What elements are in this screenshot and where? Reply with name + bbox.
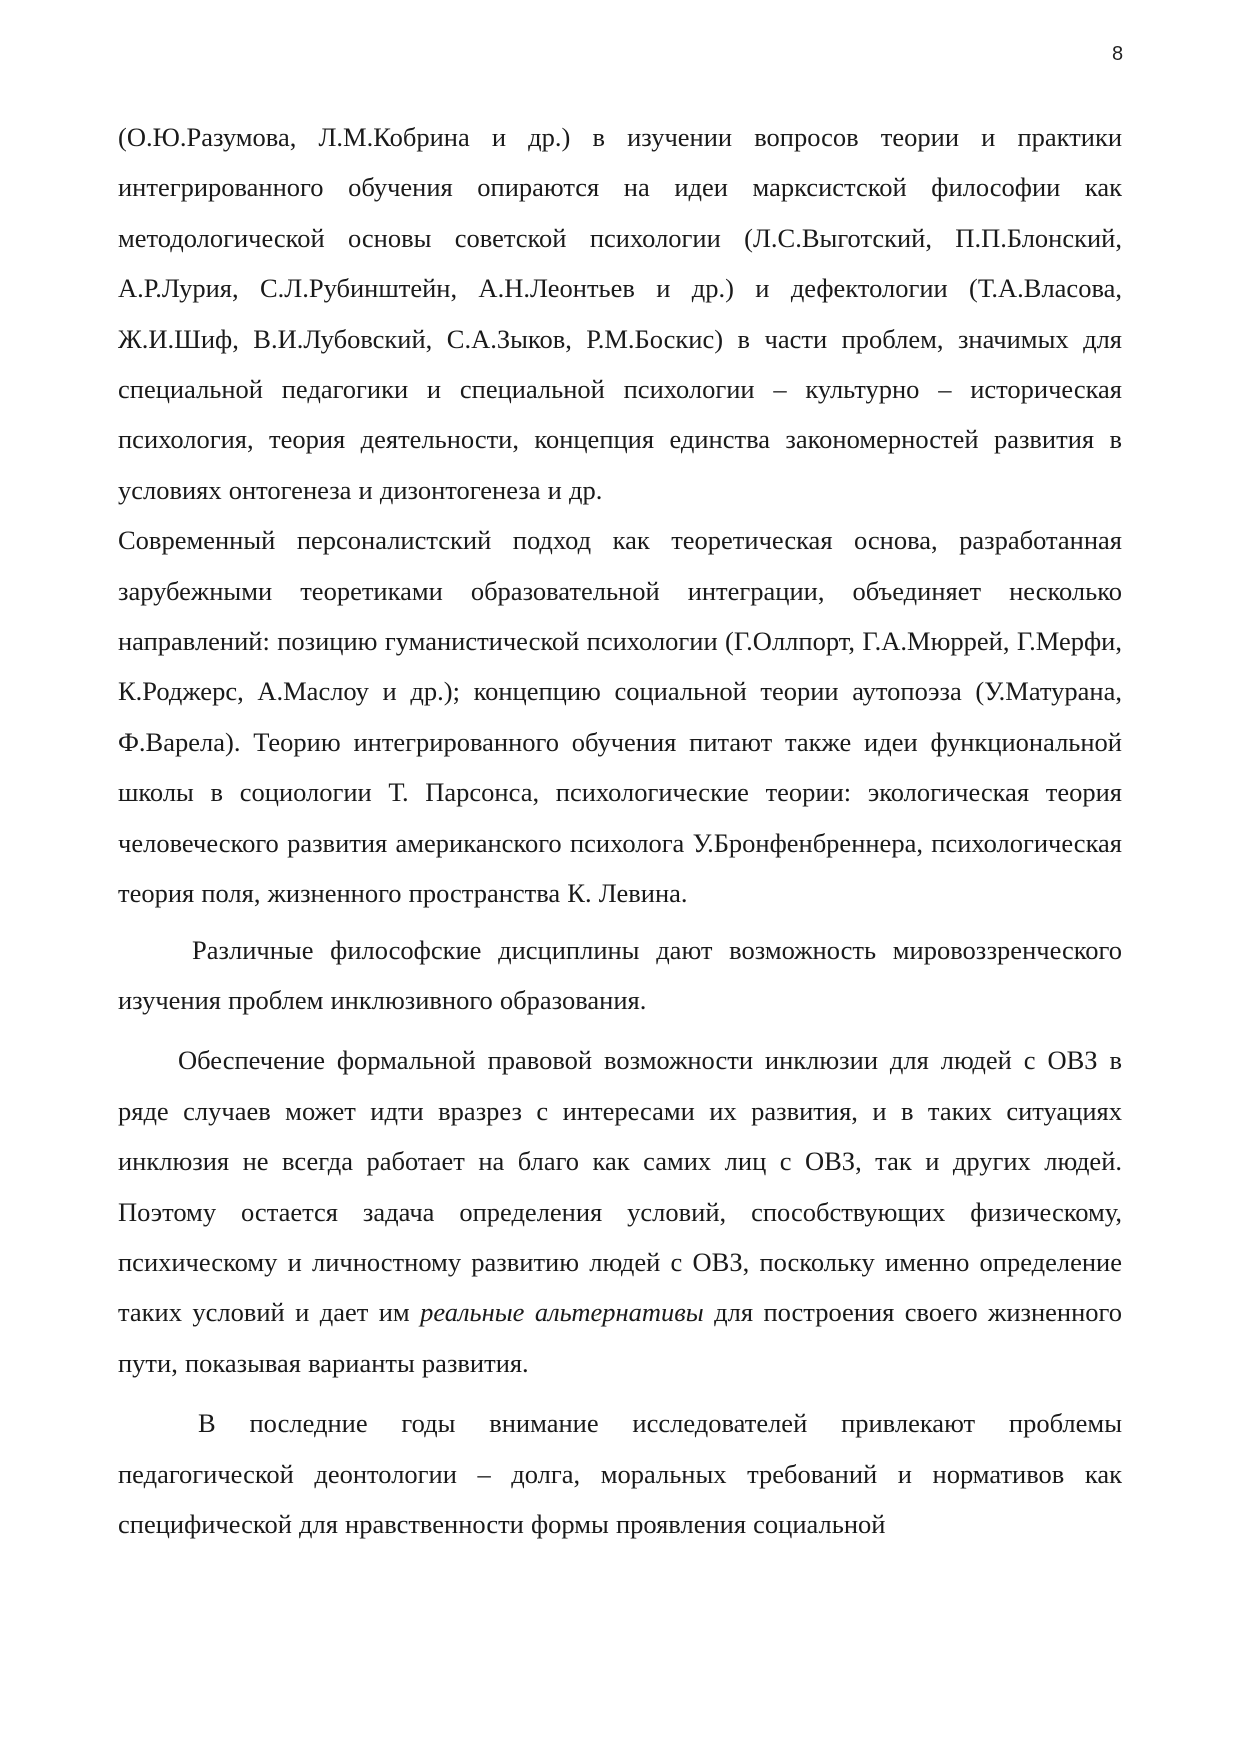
paragraph-1: (О.Ю.Разумова, Л.М.Кобрина и др.) в изучении вопросов теории и практики интегрированного обучения опираются на идеи марксистской философии как методологической основы советской психологии (Л.С.Выготский, П.П.Блонский, А.Р.Лурия, С.Л.Рубинштейн, А.Н.Леонтьев и др.) и дефектологии (Т.А.Власова, Ж.И.Шиф, В.И.Лубовский, С.А.Зыков, Р.М.Боскис) в части проблем, значимых для специальной педагогики и специальной психологии – культурно – историческая психология, теория деятельности, концепция единства закономерностей развития в условиях онтогенеза и дизонтогенеза и др. — [118, 122, 1122, 505]
paragraph-5: В последние годы внимание исследователей привлекают проблемы педагогической деонтологии – долга, моральных требований и нормативов как специфической для нравственности формы проявления социальной — [118, 1408, 1122, 1539]
page-number: 8 — [1112, 43, 1124, 65]
page-body — [118, 112, 1122, 1549]
paragraph-4-text-end: для построения своего жизненного пути, показывая варианты развития. — [118, 1297, 1123, 1378]
paragraph-3: Различные философские дисциплины дают возможность мировоззренческого изучения проблем инклюзивного образования. — [118, 934, 1122, 1015]
paragraph-2: Современный персоналистский подход как теоретическая основа, разработанная зарубежными теоретиками образовательной интеграции, объединяет несколько направлений: позицию гуманистической психологии (Г.Оллпорт, Г.А.Мюррей, Г.Мерфи, К.Роджерс, А.Маслоу и др.); концепцию социальной теории аутопоэза (У.Матурана, Ф.Варела). Теорию интегрированного обучения питают также идеи функциональной школы в социологии Т. Парсонса, психологические теории: экологическая теория человеческого развития американского психолога У.Бронфенбреннера, психологическая теория поля, жизненного пространства К. Левина. — [118, 525, 1122, 909]
paragraph-4 — [118, 1035, 1122, 1388]
paragraph-4-text-start: Обеспечение формальной правовой возможности инклюзии для людей с ОВЗ в ряде случаев может идти вразрез с интересами их развития, и в таких ситуациях инклюзия не всегда работает на благо как самих лиц с ОВЗ, так и других людей. Поэтому остается задача определения условий, способствующих физическому, психическому и личностному развитию людей с ОВЗ, поскольку именно определение таких условий и дает им — [118, 1045, 1122, 1328]
emphasis-real-alternatives: реальные альтернативы — [420, 1297, 704, 1328]
